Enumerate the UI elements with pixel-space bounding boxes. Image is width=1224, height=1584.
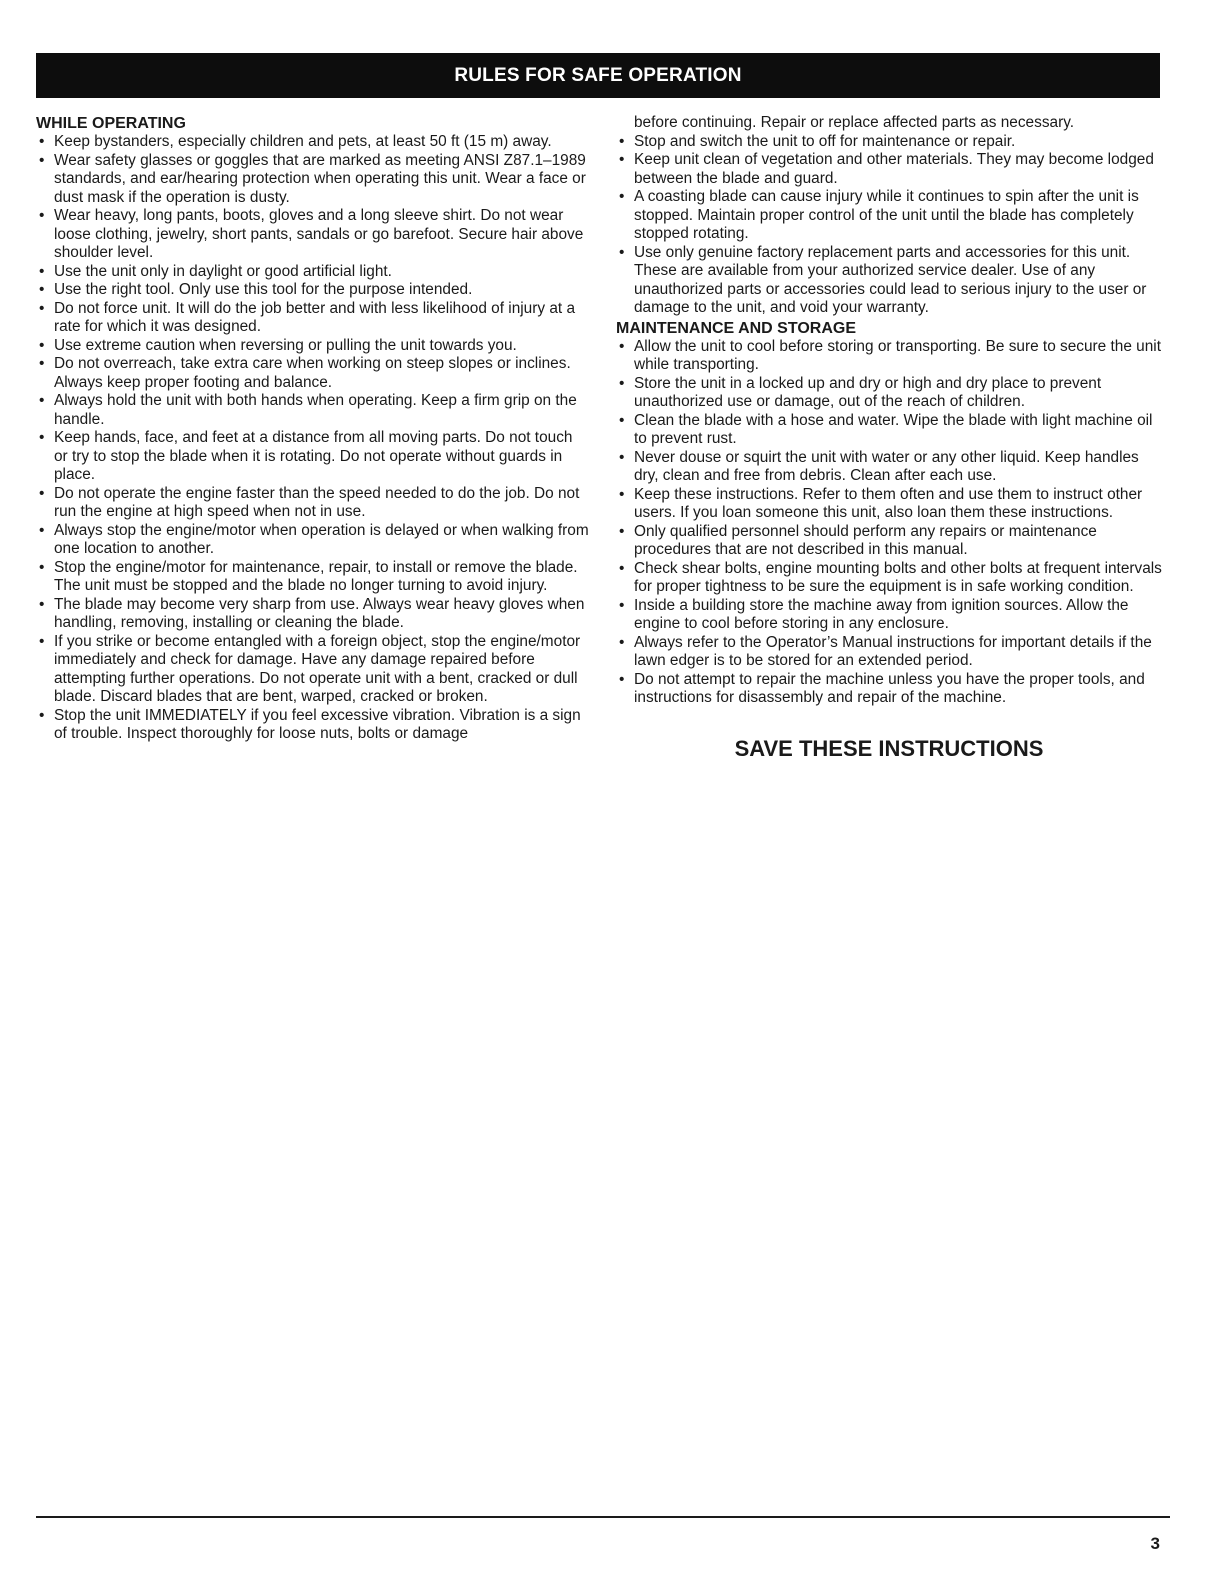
- maintenance-heading: MAINTENANCE AND STORAGE: [616, 319, 857, 337]
- list-item: • A coasting blade can cause injury while it continues to spin after the unit is stopped. Maintain proper control of the unit until the blade has completely stopped rotating.: [616, 188, 1162, 244]
- list-item: • Use extreme caution when reversing or pulling the unit towards you.: [36, 337, 590, 356]
- section-title-bar: [36, 53, 1160, 98]
- list-item: • If you strike or become entangled with a foreign object, stop the engine/motor immediately and check for damage. Have any damage repaired before attempting further operations. Do not operate unit with a bent, cracked or dull blade. Discard blades that are bent, warped, cracked or broken.: [36, 633, 590, 707]
- list-item: • Inside a building store the machine away from ignition sources. Allow the engine to cool before storing in any enclosure.: [616, 597, 1162, 634]
- list-item: • Never douse or squirt the unit with water or any other liquid. Keep handles dry, clean and free from debris. Clean after each use.: [616, 449, 1162, 486]
- list-item: • Keep hands, face, and feet at a distance from all moving parts. Do not touch or try to stop the blade when it is rotating. Do not operate without guards in place.: [36, 429, 590, 485]
- list-item: • Stop the engine/motor for maintenance, repair, to install or remove the blade. The unit must be stopped and the blade no longer turning to avoid injury.: [36, 559, 590, 596]
- continued-text: before continuing. Repair or replace affected parts as necessary.: [634, 114, 1075, 131]
- list-item: • Stop the unit IMMEDIATELY if you feel excessive vibration. Vibration is a sign of trouble. Inspect thoroughly for loose nuts, bolts or damage: [36, 707, 590, 744]
- list-item: • Stop and switch the unit to off for maintenance or repair.: [616, 133, 1162, 152]
- list-item: • Check shear bolts, engine mounting bolts and other bolts at frequent intervals for proper tightness to be sure the equipment is in safe working condition.: [616, 560, 1162, 597]
- list-item: • Do not overreach, take extra care when working on steep slopes or inclines. Always keep proper footing and balance.: [36, 355, 590, 392]
- list-item: • Keep bystanders, especially children and pets, at least 50 ft (15 m) away.: [36, 133, 590, 152]
- list-item: • Do not force unit. It will do the job better and with less likelihood of injury at a rate for which it was designed.: [36, 300, 590, 337]
- list-item: • Clean the blade with a hose and water. Wipe the blade with light machine oil to prevent rust.: [616, 412, 1162, 449]
- list-item: • Always hold the unit with both hands when operating. Keep a firm grip on the handle.: [36, 392, 590, 429]
- list-item: • The blade may become very sharp from use. Always wear heavy gloves when handling, removing, installing or cleaning the blade.: [36, 596, 590, 633]
- list-item: • Use the unit only in daylight or good artificial light.: [36, 263, 590, 282]
- list-item: • Keep unit clean of vegetation and other materials. They may become lodged between the blade and guard.: [616, 151, 1162, 188]
- list-item: • Wear safety glasses or goggles that are marked as meeting ANSI Z87.1–1989 standards, and ear/hearing protection when operating this unit. Wear a face or dust mask if the operation is dusty.: [36, 152, 590, 208]
- list-item: • Always refer to the Operator’s Manual instructions for important details if the lawn edger is to be stored for an extended period.: [616, 634, 1162, 671]
- footer-divider: [36, 1516, 1170, 1518]
- list-item: • Keep these instructions. Refer to them often and use them to instruct other users. If you loan someone this unit, also loan them these instructions.: [616, 486, 1162, 523]
- right-column: [616, 114, 1162, 762]
- list-item: • Always stop the engine/motor when operation is delayed or when walking from one location to another.: [36, 522, 590, 559]
- list-item: • Do not attempt to repair the machine unless you have the proper tools, and instructions for disassembly and repair of the machine.: [616, 671, 1162, 708]
- while-operating-heading: WHILE OPERATING: [36, 115, 186, 132]
- section-title: RULES FOR SAFE OPERATION: [454, 64, 742, 86]
- page-number: 3: [1150, 1534, 1160, 1553]
- while-operating-list-continued: [616, 133, 1162, 318]
- left-column: [36, 114, 590, 744]
- list-item: • Do not operate the engine faster than the speed needed to do the job. Do not run the engine at high speed when not in use.: [36, 485, 590, 522]
- list-item: • Only qualified personnel should perform any repairs or maintenance procedures that are not described in this manual.: [616, 523, 1162, 560]
- list-item: • Store the unit in a locked up and dry or high and dry place to prevent unauthorized use or damage, out of the reach of children.: [616, 375, 1162, 412]
- list-item: • Use the right tool. Only use this tool for the purpose intended.: [36, 281, 590, 300]
- list-item: • Use only genuine factory replacement parts and accessories for this unit. These are available from your authorized service dealer. Use of any unauthorized parts or accessories could lead to serious injury to the user or damage to the unit, and void your warranty.: [616, 244, 1162, 318]
- list-item: • Allow the unit to cool before storing or transporting. Be sure to secure the unit while transporting.: [616, 338, 1162, 375]
- while-operating-list: [36, 133, 590, 744]
- save-instructions-title: SAVE THESE INSTRUCTIONS: [734, 735, 1044, 761]
- list-item: • Wear heavy, long pants, boots, gloves and a long sleeve shirt. Do not wear loose clothing, jewelry, short pants, sandals or go barefoot. Secure hair above shoulder level.: [36, 207, 590, 263]
- maintenance-list: [616, 338, 1162, 708]
